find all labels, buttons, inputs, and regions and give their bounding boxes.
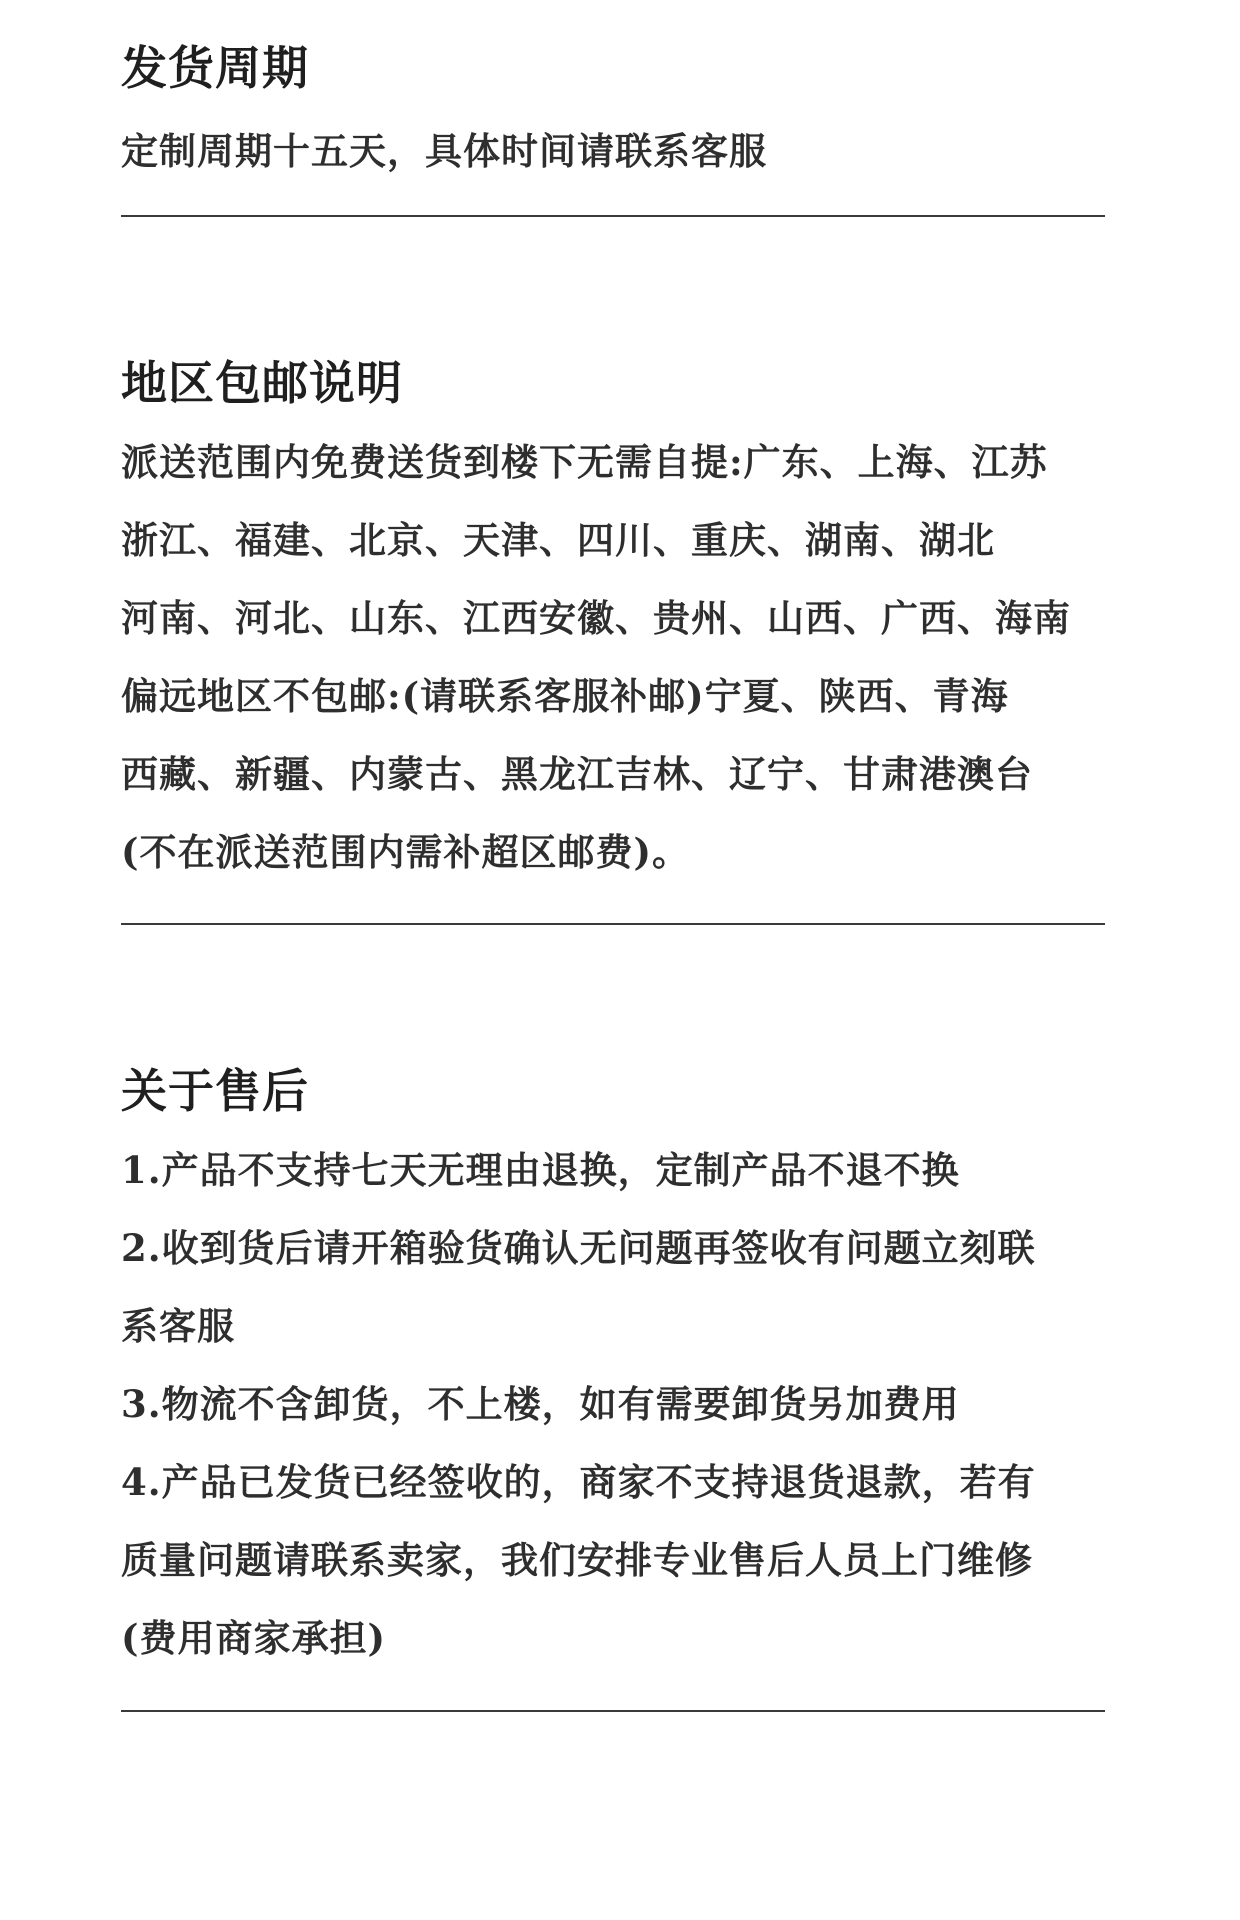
text-line: 西藏、新疆、内蒙古、黑龙江吉林、辽宁、甘肃港澳台 (121, 752, 1033, 796)
divider (121, 1710, 1105, 1712)
section-free-shipping-regions (121, 355, 1105, 891)
text-line: 1.产品不支持七天无理由退换，定制产品不退不换 (121, 1148, 960, 1192)
text-line: 河南、河北、山东、江西安徽、贵州、山西、广西、海南 (121, 596, 1071, 640)
section-title-free-shipping-regions: 地区包邮说明 (121, 356, 403, 410)
section-body-free-shipping-regions (121, 423, 1105, 891)
text-line: 3.物流不含卸货，不上楼，如有需要卸货另加费用 (121, 1382, 960, 1426)
divider (121, 923, 1105, 925)
text-line: 质量问题请联系卖家，我们安排专业售后人员上门维修 (121, 1538, 1033, 1582)
section-shipping-cycle (121, 40, 1105, 190)
text-line: 浙江、福建、北京、天津、四川、重庆、湖南、湖北 (121, 518, 995, 562)
text-line: 4.产品已发货已经签收的，商家不支持退货退款，若有 (121, 1460, 1036, 1504)
text-line: 派送范围内免费送货到楼下无需自提:广东、上海、江苏 (121, 440, 1048, 484)
section-body-after-sales (121, 1131, 1105, 1677)
section-after-sales (121, 1063, 1105, 1677)
text-line: (费用商家承担) (121, 1616, 387, 1660)
text-line: 系客服 (121, 1304, 235, 1348)
text-line: (不在派送范围内需补超区邮费)。 (121, 830, 691, 874)
section-title-after-sales: 关于售后 (121, 1064, 309, 1118)
divider (121, 215, 1105, 217)
text-line: 2.收到货后请开箱验货确认无问题再签收有问题立刻联 (121, 1226, 1036, 1270)
section-title-shipping-cycle: 发货周期 (121, 41, 309, 95)
section-body-shipping-cycle (121, 112, 1105, 190)
text-line: 定制周期十五天，具体时间请联系客服 (121, 129, 767, 173)
text-line: 偏远地区不包邮:(请联系客服补邮)宁夏、陕西、青海 (121, 674, 1009, 718)
